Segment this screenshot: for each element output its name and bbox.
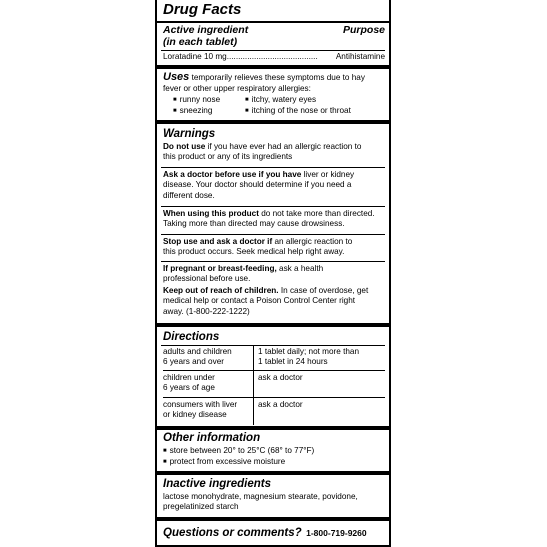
other-info-item: ■ store between 20° to 25°C (68° to 77°F) [157, 446, 389, 457]
symptom-item: ■ runny nose [167, 95, 389, 106]
uses-intro-1: temporarily relieves these symptoms due to hay [191, 73, 365, 82]
warning-do-not-use: Do not use if you have ever had an allergic reaction to this product or any of its ingredients [163, 142, 362, 162]
uses-intro-2: fever or other upper respiratory allergies: [163, 84, 311, 93]
divider [161, 206, 385, 207]
inactive-list: lactose monohydrate, magnesium stearate, povidone, pregelatinized starch [163, 492, 358, 512]
section-rule [157, 517, 389, 521]
warnings-heading: Warnings [163, 128, 216, 140]
other-info-heading: Other information [163, 432, 261, 444]
section-rule [157, 65, 389, 69]
uses-intro [157, 72, 389, 83]
warning-keep-out: Keep out of reach of children. In case of overdose, get medical help or contact a Poison Control Center right away. (1-800-222-1222) [163, 286, 369, 316]
divider [161, 167, 385, 168]
section-rule [157, 323, 389, 327]
drug-facts-title: Drug Facts [163, 1, 242, 18]
divider [161, 50, 385, 51]
other-info-item: ■ protect from excessive moisture [157, 457, 389, 468]
active-ingredient-heading: Active ingredient [163, 24, 249, 36]
section-rule [157, 120, 389, 124]
column-divider [253, 346, 254, 425]
symptom-item: ■ sneezing [167, 106, 389, 117]
section-rule [157, 471, 389, 475]
questions-row [157, 525, 389, 540]
row-divider [163, 397, 385, 398]
uses-heading: Uses [163, 71, 190, 83]
warning-pregnant: If pregnant or breast-feeding, ask a health professional before use. [163, 264, 324, 284]
symptom-item: ■ itchy, watery eyes [239, 95, 389, 106]
warning-ask-doctor: Ask a doctor before use if you have liver or kidney disease. Your doctor should determine if you need a different dose. [163, 170, 355, 200]
inactive-heading: Inactive ingredients [163, 478, 272, 490]
row-divider [163, 370, 385, 371]
section-rule [157, 426, 389, 430]
divider [161, 261, 385, 262]
ingredient-purpose [157, 52, 389, 62]
directions-heading: Directions [163, 331, 220, 343]
purpose-value: Antihistamine [335, 52, 385, 61]
purpose-heading: Purpose [342, 24, 385, 36]
questions-phone: 1-800-719-9260 [306, 528, 367, 538]
leader-dots: ........................................ [226, 52, 318, 61]
divider [161, 234, 385, 235]
symptom-item: ■ itching of the nose or throat [239, 106, 389, 117]
questions-heading: Questions or comments? [163, 527, 302, 539]
active-ingredient-subheading: (in each tablet) [163, 36, 238, 48]
warning-when-using: When using this product do not take more than directed. Taking more than directed may cause drowsiness. [163, 209, 375, 229]
drug-facts-panel [155, 0, 391, 547]
warning-stop-use: Stop use and ask a doctor if an allergic reaction to this product occurs. Seek medical help right away. [163, 237, 353, 257]
directions-table: adults and children 6 years and over 1 tablet daily; not more than 1 tablet in 24 hours children under 6 years of age ask a doctor consumers with liver or kidney disease ask a doctor [163, 346, 385, 425]
divider [157, 21, 389, 23]
ingredient-name: Loratadine 10 mg [163, 52, 227, 61]
